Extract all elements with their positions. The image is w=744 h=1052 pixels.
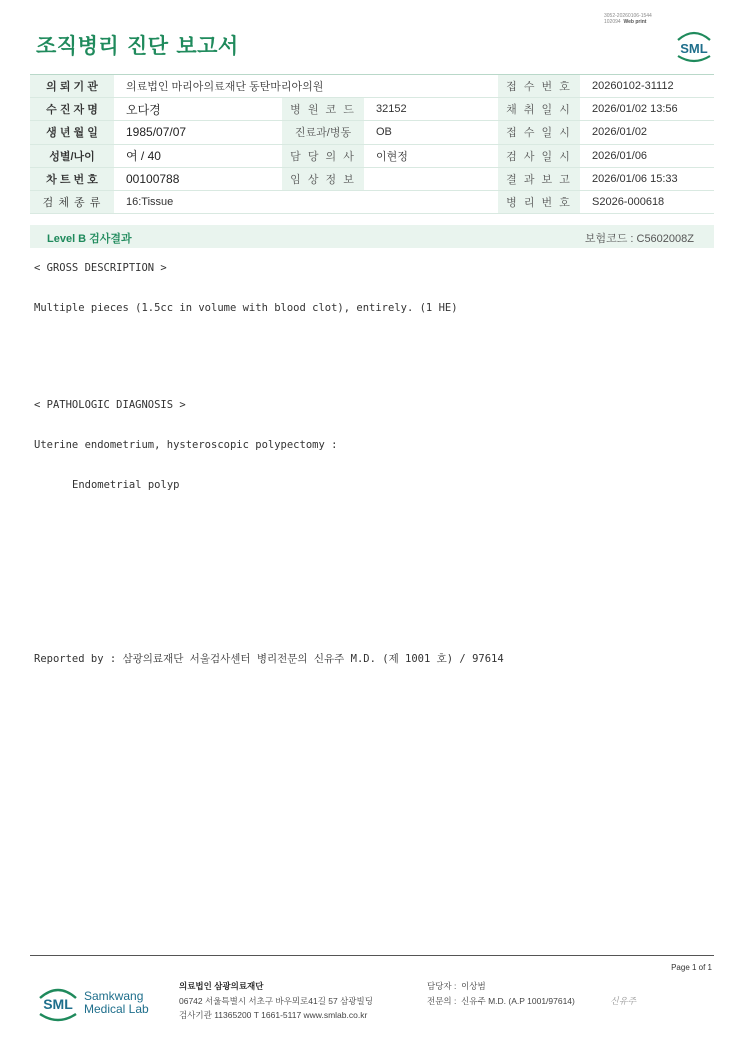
page-number: Page 1 of 1 [671, 963, 712, 972]
brand-line1: Samkwang [84, 989, 144, 1003]
report-title: 조직병리 진단 보고서 [36, 34, 239, 58]
pathology-no-value: S2026-000618 [580, 190, 714, 213]
patient-info-table [30, 74, 714, 214]
table-row [30, 144, 714, 167]
document-id [604, 13, 652, 25]
receipt-date-value: 2026/01/02 [580, 121, 714, 144]
clinical-info-value [364, 167, 498, 190]
pathology-no-label: 병 리 번 호 [498, 190, 580, 213]
footer-staff-info [427, 979, 575, 1008]
table-row [30, 98, 714, 121]
collect-datetime-value: 2026/01/02 13:56 [580, 98, 714, 121]
footer-brand [84, 990, 149, 1016]
dept-label: 진료과/병동 [282, 121, 364, 144]
collect-datetime-label: 채 취 일 시 [498, 98, 580, 121]
report-datetime-label: 결 과 보 고 [498, 167, 580, 190]
sml-logo-icon [672, 26, 716, 64]
footer-org-name: 의료법인 삼광의료재단 [179, 981, 264, 991]
manager-name: 이상범 [461, 981, 486, 991]
signature: 신유주 [610, 997, 637, 1007]
footer-divider [30, 955, 714, 956]
chart-no-label: 차 트 번 호 [30, 167, 114, 190]
sex-age-label: 성별/나이 [30, 144, 114, 167]
specialist-label: 전문의 : [427, 995, 457, 1006]
hospital-code-value: 32152 [364, 98, 498, 121]
clinical-info-label: 임 상 정 보 [282, 167, 364, 190]
sex-age-value: 여 / 40 [114, 144, 282, 167]
pathologic-diagnosis-heading: < PATHOLOGIC DIAGNOSIS > [34, 399, 186, 411]
gross-description-text: Multiple pieces (1.5cc in volume with blood clot), entirely. (1 HE) [34, 302, 458, 314]
diagnosis-text: Uterine endometrium, hysteroscopic polypectomy : [34, 439, 338, 451]
receipt-date-label: 접 수 일 시 [498, 121, 580, 144]
exam-date-label: 검 사 일 시 [498, 144, 580, 167]
level-label: Level B 검사결과 [47, 233, 132, 245]
table-row [30, 167, 714, 190]
table-row [30, 121, 714, 144]
table-row [30, 75, 714, 98]
sml-logo-text: SML [680, 41, 708, 56]
exam-date-value: 2026/01/06 [580, 144, 714, 167]
brand-line2: Medical Lab [84, 1002, 149, 1016]
doctor-value: 이현정 [364, 144, 498, 167]
insurance-code: 보험코드 : C5602008Z [584, 233, 694, 245]
document-id-line1: 3052-20260106-1544 [604, 13, 652, 19]
footer-org-info [179, 979, 373, 1023]
chart-no-value: 00100788 [114, 167, 282, 190]
requesting-org-value: 의료법인 마리아의료재단 동탄마리아의원 [114, 75, 498, 98]
requesting-org-label: 의 뢰 기 관 [30, 75, 114, 98]
dob-label: 생 년 월 일 [30, 121, 114, 144]
specimen-type-value: 16:Tissue [114, 190, 498, 213]
footer-logo-text: SML [43, 996, 73, 1012]
dob-value: 1985/07/07 [114, 121, 282, 144]
document-id-number: 102094 [604, 19, 621, 25]
patient-name-value: 오다경 [114, 98, 282, 121]
diagnosis-result: Endometrial polyp [72, 479, 180, 491]
web-print-label: Web print [623, 19, 647, 25]
table-row [30, 190, 714, 213]
footer-address: 06742 서울특별시 서초구 바우뫼로41길 57 삼광빌딩 [179, 995, 373, 1006]
report-datetime-value: 2026/01/06 15:33 [580, 167, 714, 190]
gross-description-heading: < GROSS DESCRIPTION > [34, 262, 167, 274]
dept-value: OB [364, 121, 498, 144]
samkwang-logo-icon [36, 980, 80, 1024]
specimen-type-label: 검 체 종 류 [30, 190, 114, 213]
manager-label: 담당자 : [427, 981, 457, 991]
specialist-name: 신유주 M.D. (A.P 1001/97614) [461, 995, 575, 1006]
receipt-no-label: 접 수 번 호 [498, 75, 580, 98]
level-result-bar [30, 225, 714, 248]
doctor-label: 담 당 의 사 [282, 144, 364, 167]
hospital-code-label: 병 원 코 드 [282, 98, 364, 121]
patient-name-label: 수 진 자 명 [30, 98, 114, 121]
reported-by: Reported by : 삼광의료재단 서울검사센터 병리전문의 신유주 M.D. (제 1001 호) / 97614 [34, 653, 504, 665]
footer-contact: 검사기관 11365200 T 1661-5117 www.smlab.co.kr [179, 1010, 368, 1020]
receipt-no-value: 20260102-31112 [580, 75, 714, 98]
